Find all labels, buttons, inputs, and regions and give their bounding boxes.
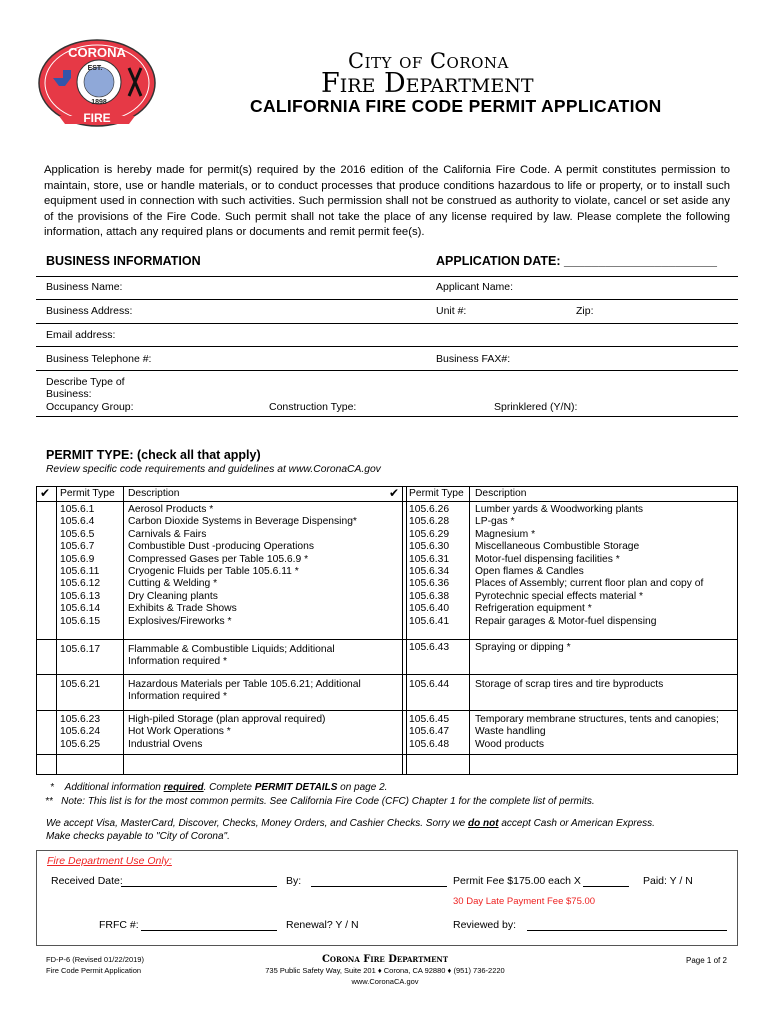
permit-code: 105.6.47 [409,726,450,738]
permit-desc-spraying: Spraying or dipping * [475,642,571,653]
permit-desc: Aerosol Products * [128,504,214,515]
permit-desc: Hot Work Operations * [128,726,231,738]
permit-desc: Pyrotechnic special effects material * [475,590,644,602]
sprinklered-field[interactable]: Sprinklered (Y/N): [494,401,578,413]
permit-desc: Explosives/Fireworks * [128,615,232,627]
permit-code: 105.6.38 [409,590,450,602]
permit-desc: Cutting & Welding * [128,578,218,590]
right-group4-descs [475,714,719,751]
permit-desc-hazmat [128,679,361,704]
permit-desc: Carbon Dioxide Systems in Beverage Dispensing* [128,516,357,528]
permit-desc-scrap-tires: Storage of scrap tires and tire byproducts [475,679,664,690]
left-group4-codes[interactable] [60,714,100,751]
permit-desc-line: Information required * [128,691,228,703]
form-number: FD-P-6 (Revised 01/22/2019) [46,955,144,964]
permit-desc-line: Information required * [128,656,228,668]
note-text: Additional information [64,782,164,793]
occupancy-group-field[interactable]: Occupancy Group: [46,401,134,413]
construction-type-field[interactable]: Construction Type: [269,401,357,413]
permit-desc: Open flames & Candles [475,566,584,578]
permit-desc-line: Flammable & Combustible Liquids; Additional [128,644,335,655]
checks-payable: Make checks payable to "City of Corona". [46,831,230,842]
check-header-left: ✔ [40,486,51,500]
telephone-field[interactable]: Business Telephone #: [46,353,152,365]
permit-code: 105.6.34 [409,566,450,578]
permit-desc: Combustible Dust -producing Operations [128,541,315,553]
permit-code: 105.6.25 [60,738,101,750]
permit-code: 105.6.5 [60,528,95,540]
permit-code: 105.6.45 [409,714,450,725]
right-group4-codes[interactable] [409,714,449,751]
received-by-label: By: [286,875,302,887]
permit-fee-label: Permit Fee $175.00 each X [453,875,581,887]
permit-fee-quantity-input[interactable] [583,886,629,887]
logo-text-bottom: FIRE [83,111,111,125]
department-title: Fire Department [321,68,534,99]
description-header-left: Description [128,488,180,499]
permit-code: 105.6.23 [60,714,101,725]
note-required-info [50,782,387,793]
note-star: * [50,782,54,793]
permit-code: 105.6.4 [60,516,95,528]
permit-type-header-left: Permit Type [60,488,115,499]
permit-desc: Waste handling [475,726,546,738]
permit-code: 105.6.1 [60,504,95,515]
permit-code: 105.6.26 [409,504,450,515]
business-type-field[interactable] [46,376,125,400]
permit-desc: Compressed Gases per Table 105.6.9 * [128,553,309,565]
paid-field[interactable]: Paid: Y / N [643,875,693,887]
permit-desc: Exhibits & Trade Shows [128,603,237,615]
permit-code-flammable[interactable]: 105.6.17 [60,644,101,655]
permit-desc: Repair garages & Motor-fuel dispensing [475,615,657,627]
permit-code: 105.6.13 [60,590,101,602]
business-type-label-2: Business: [46,388,92,400]
permit-code: 105.6.24 [60,726,101,738]
note-text: on page 2. [337,782,388,793]
permit-code: 105.6.28 [409,516,450,528]
permit-desc: Carnivals & Fairs [128,528,207,540]
permit-code: 105.6.40 [409,603,450,615]
office-use-title: Fire Department Use Only: [47,855,172,867]
permit-code: 105.6.15 [60,615,101,627]
permit-desc: Dry Cleaning plants [128,590,218,602]
permit-code-scrap-tires[interactable]: 105.6.44 [409,679,450,690]
permit-type-subheading: Review specific code requirements and guidelines at www.CoronaCA.gov [46,464,381,475]
late-fee-note: 30 Day Late Payment Fee $75.00 [453,896,596,907]
permit-type-header-right: Permit Type [409,488,464,499]
received-by-input[interactable] [311,886,447,887]
permit-desc-flammable [128,644,335,669]
permit-type-heading: PERMIT TYPE: (check all that apply) [46,448,261,462]
page-number: Page 1 of 2 [686,956,727,965]
reviewed-by-label: Reviewed by: [453,919,517,931]
permit-desc: High-piled Storage (plan approval required) [128,714,326,725]
permit-desc: LP-gas * [475,516,515,528]
description-header-right: Description [475,488,527,499]
right-group1-descs [475,504,703,628]
permit-desc: Industrial Ovens [128,738,203,750]
frfc-label: FRFC #: [99,919,139,931]
permit-desc: Lumber yards & Woodworking plants [475,504,644,515]
office-use-box [36,850,738,946]
payment-do-not: do not [468,818,499,829]
form-name: Fire Code Permit Application [46,966,142,975]
form-title: CALIFORNIA FIRE CODE PERMIT APPLICATION [250,96,662,116]
logo-year: 1898 [91,99,107,106]
note-text: Note: This list is for the most common permits. See California Fire Code (CFC) Chapter 1 for the complete list of permits. [61,796,595,807]
right-group1-codes[interactable] [409,504,449,628]
applicant-name-field[interactable]: Applicant Name: [436,281,514,293]
unit-field[interactable]: Unit #: [436,305,467,317]
note-text: . Complete [203,782,255,793]
note-common-permits [45,796,595,807]
permit-desc: Motor-fuel dispensing facilities * [475,553,620,565]
left-group1-descs [128,504,357,628]
left-group1-codes[interactable] [60,504,100,628]
permit-code-spraying[interactable]: 105.6.43 [409,642,450,653]
permit-code: 105.6.14 [60,603,101,615]
logo-est: EST. [87,65,103,72]
permit-desc-line: Hazardous Materials per Table 105.6.21; Additional [128,679,361,690]
permit-table [36,486,738,775]
permit-code: 105.6.31 [409,553,450,565]
logo-text-top: CORONA [68,45,126,60]
received-date-input[interactable] [121,886,277,887]
left-group4-descs [128,714,325,751]
frfc-input[interactable] [141,930,277,931]
permit-code: 105.6.36 [409,578,450,590]
note-required: required [163,782,204,793]
received-date-label: Received Date: [51,875,123,887]
renewal-field[interactable]: Renewal? Y / N [286,919,359,931]
permit-desc: Miscellaneous Combustible Storage [475,541,640,553]
business-type-label-1: Describe Type of [46,376,125,388]
permit-code: 105.6.29 [409,528,450,540]
permit-desc: Cryogenic Fluids per Table 105.6.11 * [128,566,299,578]
permit-desc: Wood products [475,738,545,750]
payment-text: accept Cash or American Express. [498,818,655,829]
business-info-heading: BUSINESS INFORMATION [46,254,201,268]
permit-code: 105.6.9 [60,553,95,565]
check-header-right: ✔ [389,486,400,500]
application-date-field[interactable]: APPLICATION DATE: ______________________ [436,254,717,268]
zip-field[interactable]: Zip: [576,305,594,317]
permit-desc: Refrigeration equipment * [475,603,592,615]
fax-field[interactable]: Business FAX#: [436,353,511,365]
business-address-field[interactable]: Business Address: [46,305,133,317]
permit-desc: Magnesium * [475,528,536,540]
permit-code: 105.6.11 [60,566,100,578]
city-title: City of Corona [348,49,509,73]
intro-paragraph: Application is hereby made for permit(s) required by the 2016 edition of the California Fire Code. A permit constitutes permission to maintain, store, use or handle materials, or to conduct processes that produce conditions hazardous to life or property, or to install such equipment used in connection with such activities. Such permission shall not be construed as authority to violate, cancel or set aside any of the provisions of the Fire Code. Such permit shall not take the place of any license required by law. Please complete the following information, attach any required plans or documents and remit permit fee(s). [44,164,730,238]
permit-code: 105.6.30 [409,541,450,553]
permit-code: 105.6.41 [409,615,450,627]
payment-text: We accept Visa, MasterCard, Discover, Checks, Money Orders, and Cashier Checks. Sorry we [46,818,469,829]
permit-code: 105.6.7 [60,541,95,553]
email-field[interactable]: Email address: [46,329,116,341]
permit-code: 105.6.48 [409,738,450,750]
footer-department: Corona Fire Department [321,954,449,965]
permit-code: 105.6.12 [60,578,101,590]
note-star: ** [45,796,53,807]
corona-fire-logo [37,38,157,128]
footer-address: 735 Public Safety Way, Suite 201 ♦ Corona, CA 92880 ♦ (951) 736-2220 [265,966,505,975]
payment-methods [46,818,655,829]
permit-desc: Places of Assembly; current floor plan and copy of [475,578,704,590]
business-name-field[interactable]: Business Name: [46,281,123,293]
permit-code-hazmat[interactable]: 105.6.21 [60,679,101,690]
reviewed-by-input[interactable] [527,930,727,931]
permit-desc: Temporary membrane structures, tents and canopies; [475,714,719,725]
note-permit-details: PERMIT DETAILS [254,782,338,793]
footer-website[interactable]: www.CoronaCA.gov [351,977,419,986]
